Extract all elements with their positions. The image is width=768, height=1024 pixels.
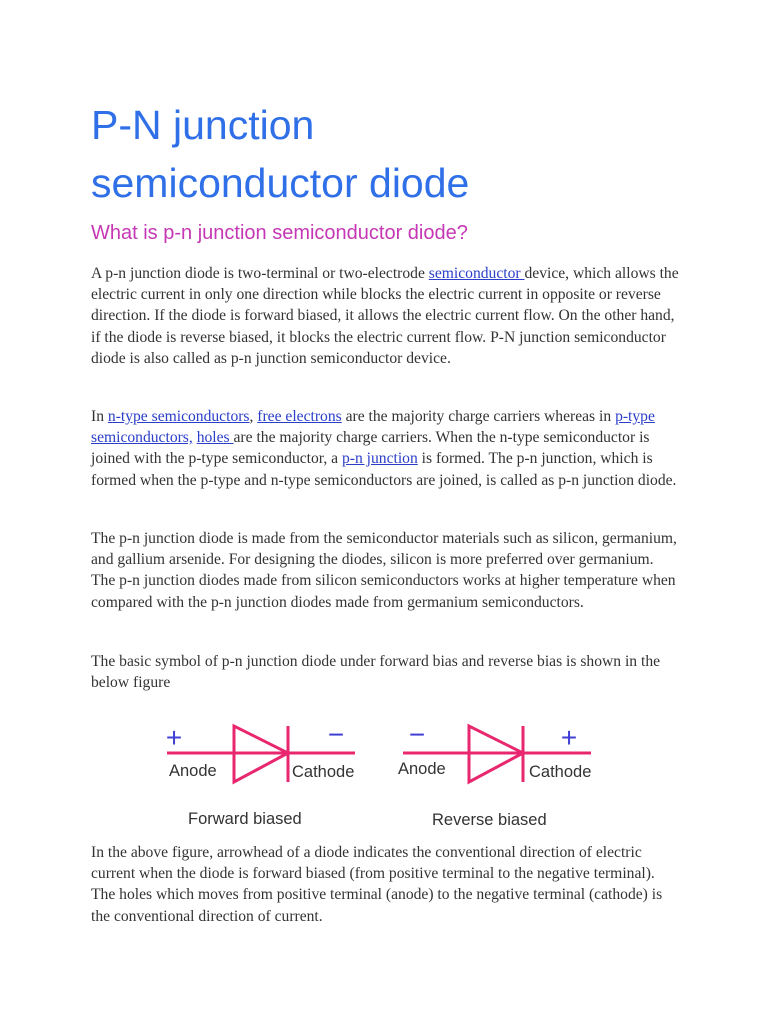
link-holes[interactable]: holes: [196, 429, 234, 447]
link-p-type-semiconductors[interactable]: p-type semiconductors,: [91, 408, 655, 447]
title-line-2: semiconductor diode: [91, 160, 470, 206]
paragraph-definition: [91, 263, 681, 369]
paragraph-materials: The p-n junction diode is made from the semiconductor materials such as silicon, germanium, and gallium arsenide. For designing the diodes, silicon is more preferred over germanium. The p-n junction diodes made from silicon semiconductors works at higher temperature when compared with the p-n junction diodes made from germanium semiconductors.: [91, 530, 677, 611]
p1-text-2: device, which allows the electric current in only one direction while blocks the electric current in opposite or reverse direction. If the diode is forward biased, it allows the electric current flow. On the other hand, if the diode is reverse biased, it blocks the electric current flow. P-N junction semiconductor diode is also called as p-n junction semiconductor device.: [91, 265, 679, 367]
paragraph-current-direction: In the above figure, arrowhead of a diode indicates the conventional direction of electric current when the diode is forward biased (from positive terminal to the negative terminal). The holes which moves from positive terminal (anode) to the negative terminal (cathode) is the conventional direction of current.: [91, 844, 663, 925]
p2-text-1: In: [91, 408, 108, 425]
forward-anode-label: Anode: [169, 762, 217, 780]
page-title: [91, 96, 691, 212]
diode-symbol-figure: [91, 712, 611, 832]
reverse-anode-label: Anode: [398, 760, 446, 778]
reverse-minus-sign: −: [408, 719, 426, 750]
forward-biased-diode: [166, 719, 355, 828]
forward-caption: Forward biased: [188, 810, 302, 828]
link-pn-junction[interactable]: p-n junction: [341, 450, 418, 468]
forward-minus-sign: −: [327, 719, 345, 750]
reverse-caption: Reverse biased: [432, 811, 547, 829]
paragraph-formation: [91, 406, 681, 491]
reverse-cathode-label: Cathode: [529, 763, 592, 781]
paragraph-symbol-intro: The basic symbol of p-n junction diode under forward bias and reverse bias is shown in the below figure: [91, 653, 661, 692]
reverse-plus-sign: +: [560, 722, 578, 753]
p2-text-2: ,: [249, 408, 258, 425]
title-line-1: P-N junction: [91, 102, 315, 148]
link-free-electrons[interactable]: free electrons: [257, 408, 342, 425]
p2-text-3: are the majority charge carriers whereas in: [341, 408, 616, 425]
p2-text-5: are the majority charge carriers. When the n-type semiconductor is joined with the p-type semiconductor, a: [91, 429, 650, 468]
p1-text-1: A p-n junction diode is two-terminal or two-electrode: [91, 265, 429, 282]
p2-text-6: is formed. The p-n junction, which is formed when the p-type and n-type semiconductors are joined, is called as p-n junction diode.: [91, 450, 677, 489]
forward-plus-sign: +: [165, 722, 183, 753]
reverse-biased-diode: [398, 719, 591, 829]
section-heading: What is p-n junction semiconductor diode?: [91, 222, 468, 244]
link-n-type-semiconductors[interactable]: n-type semiconductors: [107, 408, 250, 425]
link-semiconductor[interactable]: semiconductor: [428, 265, 525, 282]
forward-cathode-label: Cathode: [292, 763, 355, 781]
